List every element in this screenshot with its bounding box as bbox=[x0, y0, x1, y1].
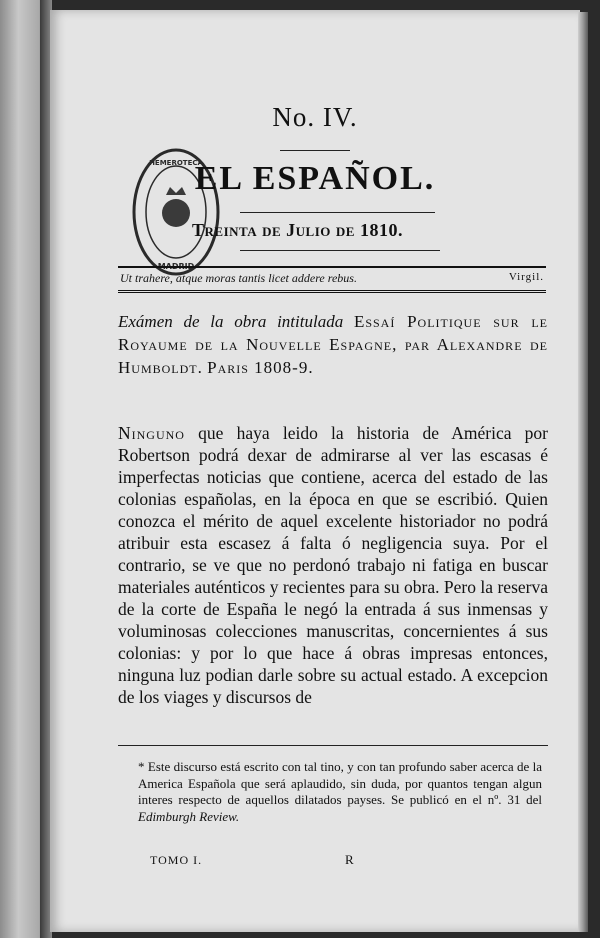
divider bbox=[240, 250, 440, 251]
footnote bbox=[138, 759, 542, 825]
footnote-journal: Edimburgh Review. bbox=[138, 808, 240, 824]
article-body bbox=[118, 422, 548, 708]
motto-rule-bottom bbox=[118, 290, 546, 296]
periodical-title: EL ESPAÑOL. bbox=[194, 160, 436, 197]
svg-text:HEMEROTECA: HEMEROTECA bbox=[149, 159, 203, 167]
signature-mark: R bbox=[345, 852, 354, 867]
issue-number: No. IV. bbox=[272, 102, 358, 132]
heading-intro: Exámen de la obra intitulada bbox=[118, 312, 344, 331]
divider bbox=[240, 212, 435, 213]
volume-label: TOMO I. bbox=[150, 853, 203, 867]
footnote-rule bbox=[118, 745, 548, 746]
heading-book-title: Essaí Politique sur le Royaume de la Nouvelle Espagne, par Alexandre de Humboldt. bbox=[118, 312, 548, 377]
first-word: Ninguno bbox=[118, 423, 185, 443]
divider bbox=[280, 150, 350, 151]
footnote-text: * Este discurso está escrito con tal tino, y con tan profundo saber acerca de la America Española que será aplaudido, sin duda, por quantos tengan algun interes respecto de aquellos dilatados payses. Se publicó en el nº. 31 del bbox=[138, 759, 542, 807]
issue-date: Treinta de Julio de 1810. bbox=[192, 220, 403, 240]
book-page bbox=[50, 10, 580, 932]
epigraph: Ut trahere, atque moras tantis licet addere rebus. bbox=[120, 271, 357, 285]
svg-text:MADRID: MADRID bbox=[157, 262, 195, 271]
body-paragraph: que haya leido la historia de América por Robertson podrá dexar de admirarse al ver las escasas é imperfectas noticias que contiene, acerca del estado de las colonias españolas, en la época en que se escribió. Quien conozca el mérito de aquel excelente historiador no podrá atribuir esta escasez á falta ó negligencia suya. Por el contrario, se ve que no perdonó trabajo ni fatiga en buscar materiales auténticos y recientes para su obra. Pero la reserva de la corte de España le negó la entrada á sus inmensas y voluminosas colecciones manuscritas, concernientes á sus colonias: y por lo que hace á obras impresas entonces, ninguna luz podian darle sobre su actual estado. A excepcion de los viages y discursos de bbox=[118, 423, 548, 707]
page-stack-edge bbox=[578, 12, 588, 932]
epigraph-author: Virgil. bbox=[508, 271, 544, 283]
article-heading bbox=[118, 310, 548, 379]
heading-place-date: Paris 1808-9. bbox=[207, 358, 314, 377]
motto-rule-top bbox=[118, 266, 546, 268]
